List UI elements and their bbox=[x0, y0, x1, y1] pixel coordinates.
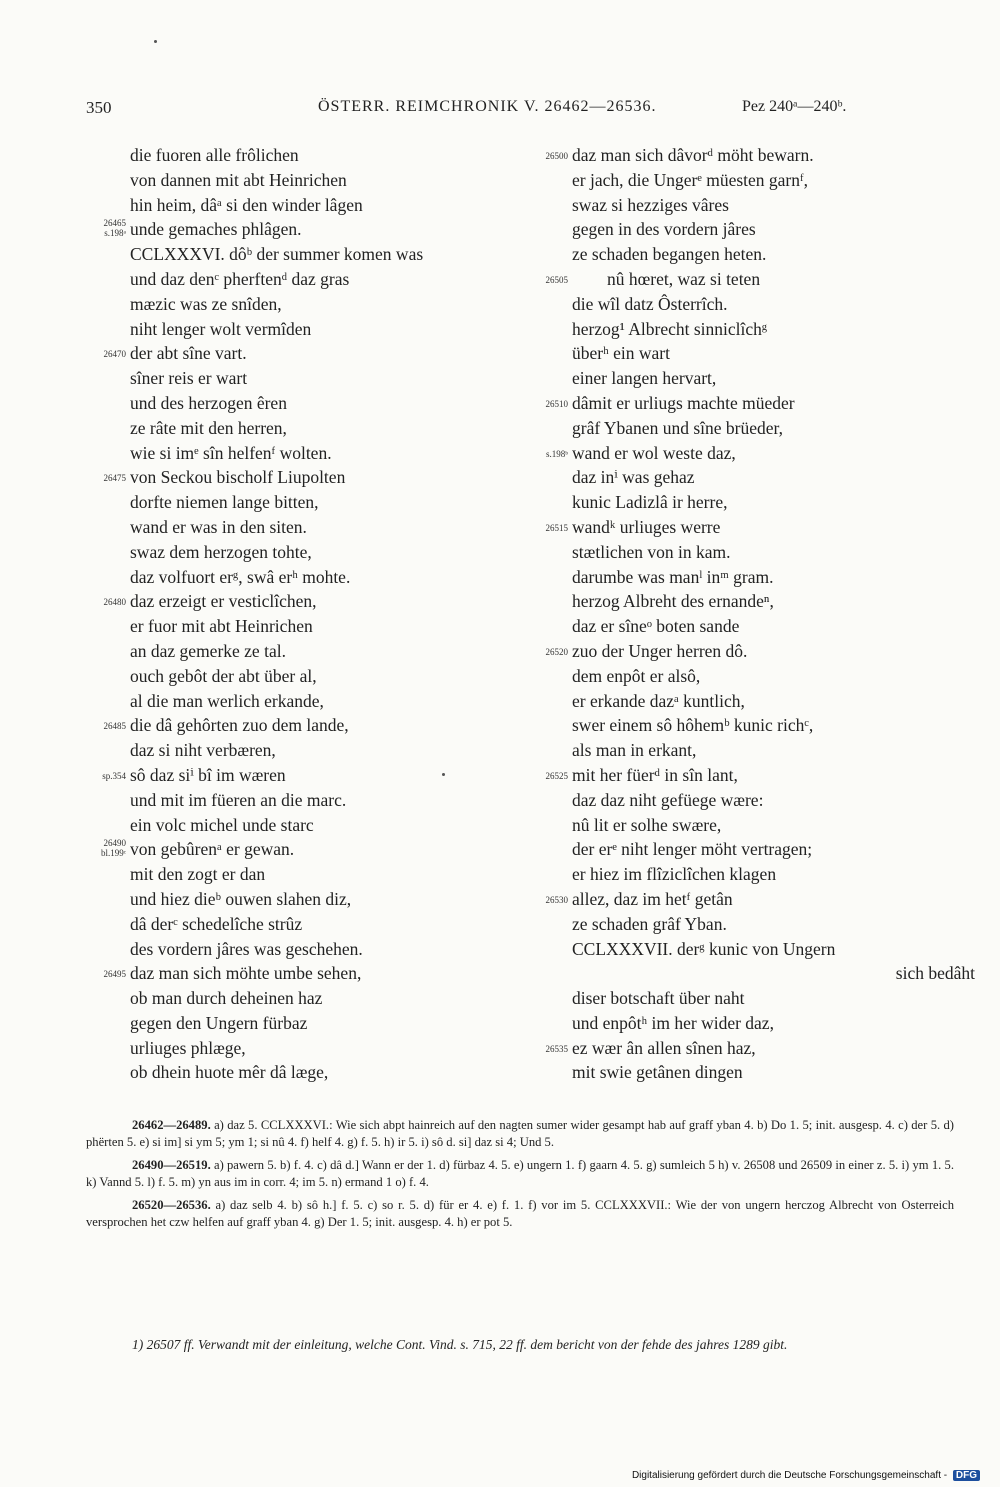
verse-text: von gebûrenᵃ er gewan. bbox=[130, 839, 295, 860]
verse-line bbox=[86, 267, 516, 292]
verse-line bbox=[86, 713, 516, 738]
verse-text: herzog Albreht des ernandeⁿ, bbox=[572, 591, 774, 612]
verse-text: von Seckou bischolf Liupolten bbox=[130, 467, 346, 488]
verse-line bbox=[533, 813, 963, 838]
verse-text: ein volc michel unde starc bbox=[130, 814, 314, 835]
verse-line bbox=[533, 441, 963, 466]
apparatus-entry bbox=[86, 1157, 954, 1190]
line-number: 26500 bbox=[545, 151, 568, 161]
line-number: 26530 bbox=[545, 894, 568, 905]
verse-text: ze râte mit den herren, bbox=[130, 417, 287, 438]
verse-line bbox=[86, 465, 516, 490]
line-number: 26535 bbox=[545, 1043, 568, 1054]
verse-line bbox=[86, 490, 516, 515]
verse-text: gegen den Ungern fürbaz bbox=[130, 1012, 308, 1033]
verse-line bbox=[533, 391, 963, 416]
verse-line bbox=[533, 292, 963, 317]
verse-text: dem enpôt er alsô, bbox=[572, 665, 701, 686]
verse-text: dâmit er urliugs machte müeder bbox=[572, 392, 795, 413]
pez-reference: Pez 240ᵃ—240ᵇ. bbox=[742, 98, 847, 115]
verse-text: ouch gebôt der abt über al, bbox=[130, 665, 317, 686]
verse-text: daz man sich dâvorᵈ möht bewarn. bbox=[572, 145, 814, 165]
verse-text: des vordern jâres was geschehen. bbox=[130, 938, 363, 959]
verse-text: daz si niht verbæren, bbox=[130, 740, 276, 761]
verse-line bbox=[533, 565, 963, 590]
verse-line bbox=[533, 887, 963, 912]
verse-line bbox=[533, 416, 963, 441]
verse-line bbox=[86, 788, 516, 813]
verse-text: er hiez im flîziclîchen klagen bbox=[572, 864, 777, 885]
line-number: 26495 bbox=[103, 969, 126, 980]
left-verse-column bbox=[86, 143, 516, 1085]
verse-line bbox=[533, 143, 963, 168]
verse-line bbox=[86, 738, 516, 763]
verse-line bbox=[86, 763, 516, 788]
verse-line bbox=[533, 1060, 963, 1085]
verse-line bbox=[533, 664, 963, 689]
verse-line bbox=[533, 242, 963, 267]
right-verse-column bbox=[533, 143, 975, 1085]
line-number: 26480 bbox=[103, 597, 126, 608]
verse-line bbox=[86, 689, 516, 714]
verse-text: swaz dem herzogen tohte, bbox=[130, 541, 312, 562]
verse-text: wand er was in den siten. bbox=[130, 516, 307, 537]
line-number: 26515 bbox=[545, 522, 568, 533]
verse-text: daz er sîneᵒ boten sande bbox=[572, 616, 740, 637]
verse-text: ez wær ân allen sînen haz, bbox=[572, 1037, 756, 1058]
verse-text: ze schaden begangen heten. bbox=[572, 244, 767, 265]
verse-text: sich bedâht bbox=[895, 963, 975, 984]
verse-line bbox=[86, 441, 516, 466]
verse-text: stætlichen von in kam. bbox=[572, 541, 731, 562]
verse-text: nû lit er solhe swære, bbox=[572, 814, 722, 835]
verse-text: und mit im füeren an die marc. bbox=[130, 789, 347, 810]
page-number: 350 bbox=[86, 98, 112, 117]
verse-range: 26462—26489. bbox=[132, 1118, 211, 1132]
verse-line bbox=[86, 1011, 516, 1036]
verse-line bbox=[86, 862, 516, 887]
line-number: 26505 bbox=[545, 274, 568, 285]
verse-text: ze schaden grâf Yban. bbox=[572, 913, 727, 934]
verse-text: niht lenger wolt vermîden bbox=[130, 318, 312, 339]
verse-line bbox=[86, 366, 516, 391]
verse-line bbox=[533, 217, 963, 242]
verse-line bbox=[86, 639, 516, 664]
verse-text: die wîl datz Ôsterrîch. bbox=[572, 293, 728, 314]
verse-text: und enpôtʰ im her wider daz, bbox=[572, 1012, 774, 1033]
apparatus-entry bbox=[86, 1197, 954, 1230]
verse-line bbox=[86, 813, 516, 838]
verse-line bbox=[533, 738, 963, 763]
verse-line bbox=[533, 862, 963, 887]
line-number: 26490 bl.199ᶜ bbox=[100, 838, 126, 859]
verse-line bbox=[533, 465, 963, 490]
verse-line bbox=[86, 912, 516, 937]
verse-text: an daz gemerke ze tal. bbox=[130, 640, 286, 661]
verse-line bbox=[86, 1060, 516, 1085]
verse-line bbox=[533, 515, 963, 540]
verse-text: als man in erkant, bbox=[572, 740, 697, 761]
running-title: ÖSTERR. REIMCHRONIK V. 26462—26536. bbox=[318, 98, 657, 115]
verse-line bbox=[533, 614, 963, 639]
verse-text: der erᵉ niht lenger möht vertragen; bbox=[572, 839, 813, 860]
dfg-logo: DFG bbox=[953, 1470, 980, 1481]
verse-text: mit swie getânen dingen bbox=[572, 1062, 743, 1083]
verse-text: darumbe was manˡ inᵐ gram. bbox=[572, 566, 774, 587]
verse-text: die fuoren alle frôlichen bbox=[130, 145, 299, 165]
verse-line bbox=[86, 837, 516, 862]
verse-text: swaz si hezziges vâres bbox=[572, 194, 729, 215]
verse-text: sô daz siⁱ bî im wæren bbox=[130, 764, 286, 785]
verse-text: von dannen mit abt Heinrichen bbox=[130, 169, 347, 190]
verse-range: 26490—26519. bbox=[132, 1158, 211, 1173]
line-number: 26465 s.198ᵃ bbox=[103, 218, 126, 239]
verse-line bbox=[86, 614, 516, 639]
verse-line bbox=[533, 589, 963, 614]
verse-range: 26520—26536. bbox=[132, 1198, 211, 1213]
verse-line bbox=[86, 217, 516, 242]
verse-line bbox=[533, 713, 963, 738]
verse-text: kunic Ladizlâ ir herre, bbox=[572, 492, 728, 513]
line-number: 26485 bbox=[103, 721, 126, 732]
footnote: 1) 26507 ff. Verwandt mit der einleitung, welche Cont. Vind. s. 715, 22 ff. dem bericht von der fehde des jahres 1289 gibt. bbox=[132, 1337, 788, 1352]
verse-text: gegen in des vordern jâres bbox=[572, 219, 756, 240]
verse-text: hin heim, dâᵃ si den winder lâgen bbox=[130, 194, 363, 215]
verse-text: und hiez dieᵇ ouwen slahen diz, bbox=[130, 888, 352, 909]
verse-line bbox=[86, 937, 516, 962]
verse-text: daz man sich möhte umbe sehen, bbox=[130, 963, 362, 984]
verse-line bbox=[86, 515, 516, 540]
digitization-credit bbox=[632, 1470, 980, 1481]
verse-text: zuo der Unger herren dô. bbox=[572, 640, 748, 661]
verse-line bbox=[533, 490, 963, 515]
verse-line bbox=[86, 540, 516, 565]
verse-line bbox=[533, 1036, 963, 1061]
verse-line bbox=[86, 961, 516, 986]
verse-text: CCLXXXVII. derᵍ kunic von Ungern bbox=[572, 938, 836, 959]
verse-text: mæzic was ze snîden, bbox=[130, 293, 282, 314]
verse-line bbox=[86, 168, 516, 193]
verse-line bbox=[533, 366, 963, 391]
verse-text: diser botschaft über naht bbox=[572, 988, 745, 1009]
verse-line bbox=[533, 788, 963, 813]
verse-text: er fuor mit abt Heinrichen bbox=[130, 616, 313, 637]
verse-line bbox=[86, 317, 516, 342]
verse-text: sîner reis er wart bbox=[130, 368, 248, 389]
verse-text: einer langen hervart, bbox=[572, 368, 717, 389]
verse-text: swer einem sô hôhemᵇ kunic richᶜ, bbox=[572, 715, 814, 736]
verse-line bbox=[533, 168, 963, 193]
verse-text: wand er wol weste daz, bbox=[572, 442, 736, 463]
verse-line bbox=[533, 267, 963, 292]
verse-text: daz erzeigt er vesticlîchen, bbox=[130, 591, 317, 612]
verse-text: die dâ gehôrten zuo dem lande, bbox=[130, 715, 349, 736]
verse-line bbox=[533, 1011, 963, 1036]
verse-text: nû hœret, waz si teten bbox=[607, 268, 761, 289]
verse-text: er jach, die Ungerᵉ müesten garnᶠ, bbox=[572, 169, 809, 190]
verse-line bbox=[533, 837, 963, 862]
verse-line bbox=[533, 317, 963, 342]
verse-line bbox=[533, 912, 963, 937]
line-number: 26525 bbox=[545, 770, 568, 781]
verse-text: wie si imᵉ sîn helfenᶠ wolten. bbox=[130, 442, 332, 463]
line-number: 26470 bbox=[103, 349, 126, 360]
verse-line bbox=[86, 143, 516, 168]
apparatus-entry bbox=[86, 1117, 954, 1150]
critical-apparatus bbox=[86, 1117, 954, 1238]
verse-text: und daz denᶜ pherftenᵈ daz gras bbox=[130, 268, 350, 289]
verse-line bbox=[86, 416, 516, 441]
line-number: sp.354 bbox=[102, 770, 126, 781]
line-number: 26510 bbox=[545, 398, 568, 409]
apparatus-text: a) daz selb 4. b) sô h.] f. 5. c) so r. 5. d) für er 4. e) f. 1. f) vor im 5. CCLXXXVII.: Wie der von ungern herczog Albrecht von Osterreich versprochen het czw helfen auf graff yban 4. g) Der 1. 5; init. ausgesp. 4. h) er pot 5. bbox=[86, 1198, 954, 1229]
verse-text: daz inⁱ was gehaz bbox=[572, 467, 695, 488]
verse-line bbox=[533, 639, 963, 664]
verse-line bbox=[86, 242, 516, 267]
line-number: 26520 bbox=[545, 646, 568, 657]
verse-text: mit her füerᵈ in sîn lant, bbox=[572, 764, 738, 785]
verse-line bbox=[86, 341, 516, 366]
verse-line bbox=[86, 664, 516, 689]
apparatus-text: a) pawern 5. b) f. 4. c) dâ d.] Wann er der 1. d) fürbaz 4. 5. e) ungern 1. f) gaarn 4. 5. g) sumleich 5 h) v. 26508 und 26509 in einer z. 5. i) ym 1. 5. k) Vannd 5. l) f. 5. m) yn aus im in corr. 4; im 5. n) ermand 1 o) f. 4. bbox=[86, 1158, 954, 1189]
verse-line bbox=[86, 565, 516, 590]
verse-text: wandᵏ urliuges werre bbox=[572, 516, 721, 537]
verse-text: al die man werlich erkande, bbox=[130, 690, 324, 711]
verse-line bbox=[86, 193, 516, 218]
verse-line bbox=[533, 341, 963, 366]
verse-line bbox=[86, 986, 516, 1011]
verse-text: überʰ ein wart bbox=[572, 343, 670, 364]
line-number: 26475 bbox=[103, 473, 126, 484]
verse-line bbox=[86, 292, 516, 317]
verse-text: ob man durch deheinen haz bbox=[130, 988, 323, 1009]
verse-text: ob dhein huote mêr dâ læge, bbox=[130, 1062, 329, 1083]
verse-line bbox=[533, 689, 963, 714]
verse-text: daz volfuort erᵍ, swâ erʰ mohte. bbox=[130, 566, 351, 587]
verse-line bbox=[533, 763, 963, 788]
page-header bbox=[86, 98, 956, 122]
verse-text: CCLXXXVI. dôᵇ der summer komen was bbox=[130, 244, 424, 265]
verse-line bbox=[86, 887, 516, 912]
verse-text: urliuges phlæge, bbox=[130, 1037, 246, 1058]
verse-text: grâf Ybanen und sîne brüeder, bbox=[572, 417, 783, 438]
verse-text: und des herzogen êren bbox=[130, 392, 287, 413]
verse-line bbox=[86, 1036, 516, 1061]
verse-text: er erkande dazᵃ kuntlich, bbox=[572, 690, 745, 711]
verse-line bbox=[533, 986, 963, 1011]
verse-line bbox=[533, 937, 963, 962]
verse-text: unde gemaches phlâgen. bbox=[130, 219, 302, 240]
verse-text: dorfte niemen lange bitten, bbox=[130, 492, 319, 513]
verse-text: allez, daz im hetᶠ getân bbox=[572, 888, 733, 909]
verse-text: mit den zogt er dan bbox=[130, 864, 266, 885]
apparatus-text: a) daz 5. CCLXXXVI.: Wie sich abpt hainreich auf den nagten sumer wider gesampt hab auf graff yban 4. b) Do 1. 5; init. ausgesp. 4. c) der 5. d) phërten 5. e) si im] si ym 5; ym 1; si nû 4. f) helf 4. g) f. 5. h) ir 5. i) sô d. si] daz si 4; Und 5. bbox=[86, 1118, 954, 1149]
verse-text: der abt sîne vart. bbox=[130, 343, 247, 364]
verse-text: dâ derᶜ schedelîche strûz bbox=[130, 913, 303, 934]
verse-line bbox=[533, 540, 963, 565]
verse-line bbox=[533, 193, 963, 218]
credit-text: Digitalisierung gefördert durch die Deutsche Forschungsgemeinschaft - bbox=[631, 1470, 948, 1481]
verse-line bbox=[533, 961, 975, 986]
verse-line bbox=[86, 589, 516, 614]
verse-line bbox=[86, 391, 516, 416]
verse-text: herzog¹ Albrecht sinniclîchᵍ bbox=[572, 318, 768, 339]
verse-text: daz daz niht gefüege wære: bbox=[572, 789, 764, 810]
line-number: s.198ᵇ bbox=[545, 448, 568, 459]
